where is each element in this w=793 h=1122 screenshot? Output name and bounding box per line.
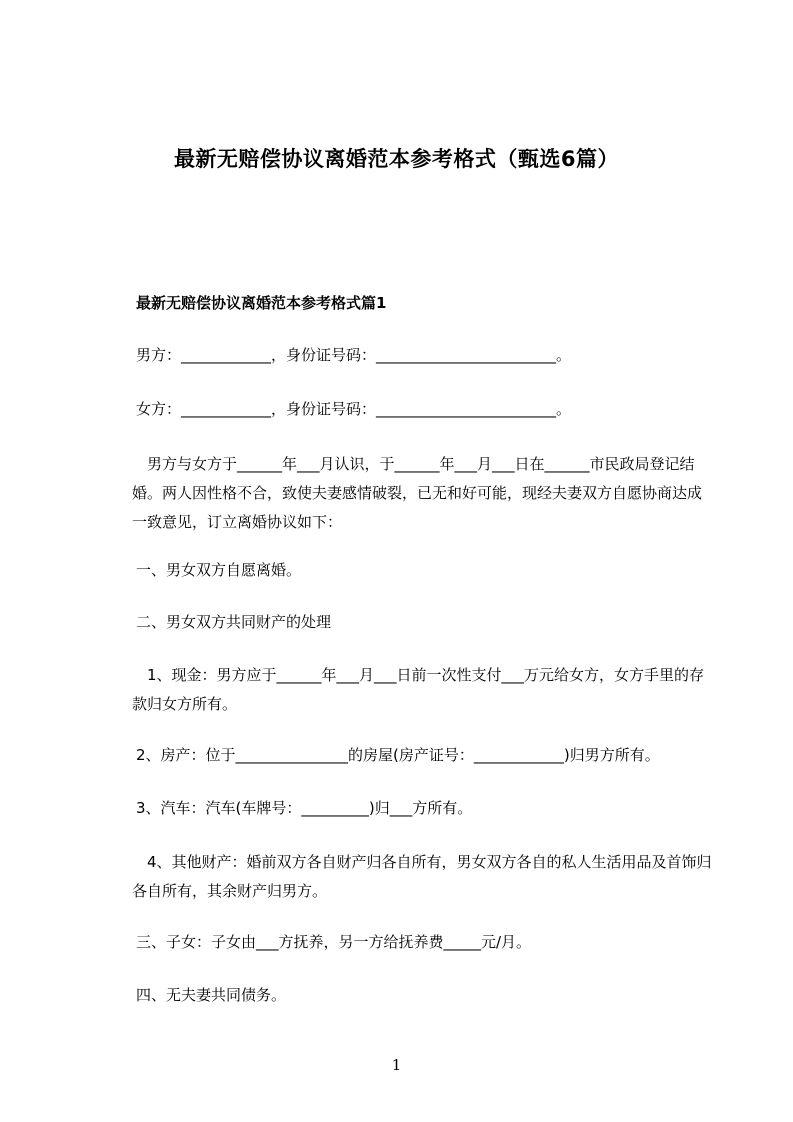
clause-car: 3、汽车：汽车(车牌号：_________)归___方所有。 xyxy=(136,799,473,817)
clause-4: 四、无夫妻共同债务。 xyxy=(136,986,287,1004)
clause-house: 2、房产：位于_______________的房屋(房产证号：____________)归男方所有。 xyxy=(136,746,660,764)
clause-3: 三、子女：子女由___方抚养，另一方给抚养费_____元/月。 xyxy=(136,933,532,951)
page-number: 1 xyxy=(391,1056,402,1074)
female-info-line: 女方：____________，身份证号码：________________________。 xyxy=(136,400,572,418)
clause-1: 一、男女双方自愿离婚。 xyxy=(136,561,302,579)
document-title: 最新无赔偿协议离婚范本参考格式（甄选6篇） xyxy=(173,147,620,171)
intro-paragraph: 男方与女方于______年___月认识，于______年___月___日在______市民政局登记结婚。两人因性格不合，致使夫妻感情破裂，已无和好可能，现经夫妻双方自愿协商达成一致意见，订立离婚协议如下： xyxy=(132,455,703,531)
section-heading: 最新无赔偿协议离婚范本参考格式篇1 xyxy=(136,294,387,312)
clause-2: 二、男女双方共同财产的处理 xyxy=(136,613,332,631)
clause-cash: 1、现金：男方应于______年___月___日前一次性支付___万元给女方，女方手里的存款归女方所有。 xyxy=(132,666,705,713)
clause-other-property: 4、其他财产：婚前双方各自财产归各自所有，男女双方各自的私人生活用品及首饰归各自所有，其余财产归男方。 xyxy=(132,853,712,900)
male-info-line: 男方：____________，身份证号码：________________________。 xyxy=(136,346,572,364)
